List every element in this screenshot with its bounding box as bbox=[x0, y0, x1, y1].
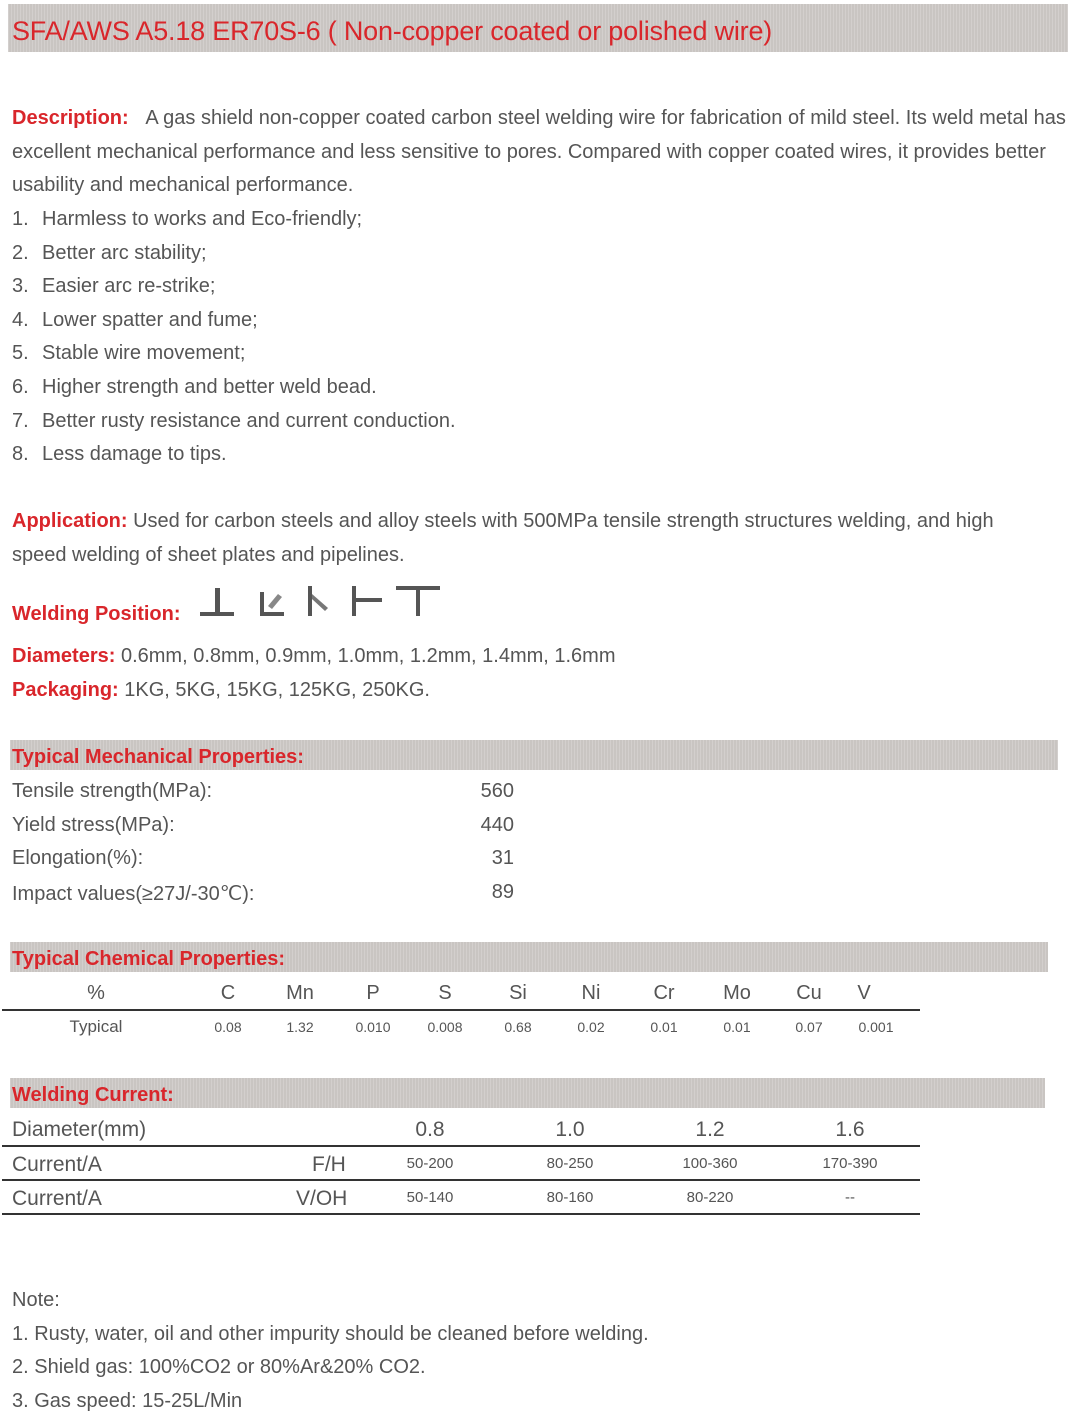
chem-header: Si bbox=[509, 982, 527, 1004]
current-diameter: 0.8 bbox=[415, 1118, 445, 1141]
chem-value: 0.01 bbox=[723, 1019, 751, 1035]
current-row-position: V/OH bbox=[296, 1187, 348, 1210]
page-title: SFA/AWS A5.18 ER70S-6 ( Non-copper coated or polished wire) bbox=[12, 16, 773, 46]
list-item: 2. Better arc stability; bbox=[12, 241, 207, 264]
welding-position-row bbox=[12, 603, 181, 626]
chem-header: Cu bbox=[796, 982, 822, 1004]
vertical-tee-position-icon bbox=[352, 586, 382, 616]
diameters-row bbox=[12, 645, 616, 668]
chem-value: 0.08 bbox=[214, 1019, 242, 1035]
mechanical-label: Tensile strength(MPa): bbox=[12, 780, 213, 802]
application-label: Application: bbox=[12, 510, 128, 532]
chem-header: Mo bbox=[723, 982, 751, 1004]
chem-header: C bbox=[220, 982, 236, 1004]
chem-header: P bbox=[366, 982, 380, 1004]
chem-header: Mn bbox=[286, 982, 314, 1004]
overhead-position-icon bbox=[396, 586, 440, 616]
welding-position-label: Welding Position: bbox=[12, 603, 181, 625]
current-value: 80-160 bbox=[546, 1189, 594, 1206]
description-block bbox=[12, 102, 1070, 203]
current-value: 170-390 bbox=[822, 1155, 878, 1172]
current-diameter: 1.2 bbox=[695, 1118, 725, 1141]
chem-value: 0.001 bbox=[858, 1019, 894, 1035]
chem-row-label: Typical bbox=[69, 1017, 123, 1036]
current-divider bbox=[2, 1213, 920, 1215]
chem-value: 0.010 bbox=[355, 1019, 391, 1035]
mechanical-value: 440 bbox=[480, 814, 514, 836]
current-value: 50-200 bbox=[406, 1155, 454, 1172]
diameters-value: 0.6mm, 0.8mm, 0.9mm, 1.0mm, 1.2mm, 1.4mm, 1.6mm bbox=[120, 645, 616, 667]
chem-header: V bbox=[857, 982, 871, 1004]
description-text: A gas shield non-copper coated carbon steel welding wire for fabrication of mild steel. Its weld metal has excellent mechanical performance and less sensitive to pores. Compared with copper coated wires, it provides better usability and mechanical performance. bbox=[12, 107, 1066, 196]
current-value: 80-220 bbox=[686, 1189, 734, 1206]
chem-header: Cr bbox=[653, 982, 675, 1004]
current-diameter: 1.6 bbox=[835, 1118, 865, 1141]
packaging-row bbox=[12, 679, 430, 702]
welding-position-icons bbox=[200, 584, 450, 620]
chem-header: Ni bbox=[581, 982, 601, 1004]
list-item: 4. Lower spatter and fume; bbox=[12, 308, 258, 331]
list-item: 8. Less damage to tips. bbox=[12, 443, 227, 466]
current-diameter: 1.0 bbox=[555, 1118, 585, 1141]
chem-header: % bbox=[87, 982, 105, 1004]
flat-position-icon bbox=[200, 588, 234, 616]
chem-value: 1.32 bbox=[286, 1019, 314, 1035]
horizontal-position-icon bbox=[260, 592, 284, 616]
list-item: 3. Easier arc re-strike; bbox=[12, 275, 216, 298]
list-item: 5. Stable wire movement; bbox=[12, 342, 246, 365]
diameters-label: Diameters: bbox=[12, 645, 116, 667]
list-item: 6. Higher strength and better weld bead. bbox=[12, 375, 377, 398]
description-label: Description: bbox=[12, 107, 129, 129]
mechanical-label: Yield stress(MPa): bbox=[12, 814, 175, 836]
chem-divider bbox=[2, 1009, 920, 1011]
note-label: Note: bbox=[12, 1289, 60, 1311]
mechanical-label: Impact values(≥27J/-30℃): bbox=[12, 883, 255, 905]
current-row-position: F/H bbox=[312, 1153, 346, 1176]
chem-value: 0.68 bbox=[504, 1019, 532, 1035]
note-item: 1. Rusty, water, oil and other impurity should be cleaned before welding. bbox=[12, 1323, 649, 1345]
current-header-label: Diameter(mm) bbox=[12, 1118, 147, 1141]
chem-value: 0.008 bbox=[427, 1019, 463, 1035]
application-text: Used for carbon steels and alloy steels with 500MPa tensile strength structures welding, and high speed welding of sheet plates and pipelines. bbox=[12, 510, 994, 566]
mechanical-value: 89 bbox=[491, 881, 514, 903]
note-item: 2. Shield gas: 100%CO2 or 80%Ar&20% CO2. bbox=[12, 1356, 426, 1378]
list-item: 7. Better rusty resistance and current conduction. bbox=[12, 409, 456, 432]
vertical-position-icon bbox=[308, 586, 328, 616]
packaging-value: 1KG, 5KG, 15KG, 125KG, 250KG. bbox=[124, 679, 430, 701]
list-item: 1. Harmless to works and Eco-friendly; bbox=[12, 208, 363, 230]
current-title: Welding Current: bbox=[12, 1084, 174, 1106]
mechanical-title: Typical Mechanical Properties: bbox=[12, 746, 304, 768]
feature-list bbox=[12, 203, 456, 472]
application-block bbox=[12, 505, 1042, 572]
chem-value: 0.01 bbox=[650, 1019, 678, 1035]
chemical-title: Typical Chemical Properties: bbox=[12, 948, 286, 970]
current-value: -- bbox=[845, 1189, 855, 1206]
current-value: 100-360 bbox=[682, 1155, 738, 1172]
current-value: 80-250 bbox=[546, 1155, 594, 1172]
current-row-label: Current/A bbox=[12, 1153, 102, 1176]
mechanical-value: 31 bbox=[491, 847, 514, 869]
current-row-label: Current/A bbox=[12, 1187, 102, 1210]
mechanical-value: 560 bbox=[480, 780, 514, 802]
note-item: 3. Gas speed: 15-25L/Min bbox=[12, 1390, 243, 1412]
current-divider bbox=[2, 1179, 920, 1181]
chem-value: 0.02 bbox=[577, 1019, 605, 1035]
chem-header: S bbox=[438, 982, 452, 1004]
current-value: 50-140 bbox=[406, 1189, 454, 1206]
mechanical-label: Elongation(%): bbox=[12, 847, 144, 869]
current-divider bbox=[2, 1145, 920, 1147]
packaging-label: Packaging: bbox=[12, 679, 119, 701]
chem-value: 0.07 bbox=[795, 1019, 823, 1035]
